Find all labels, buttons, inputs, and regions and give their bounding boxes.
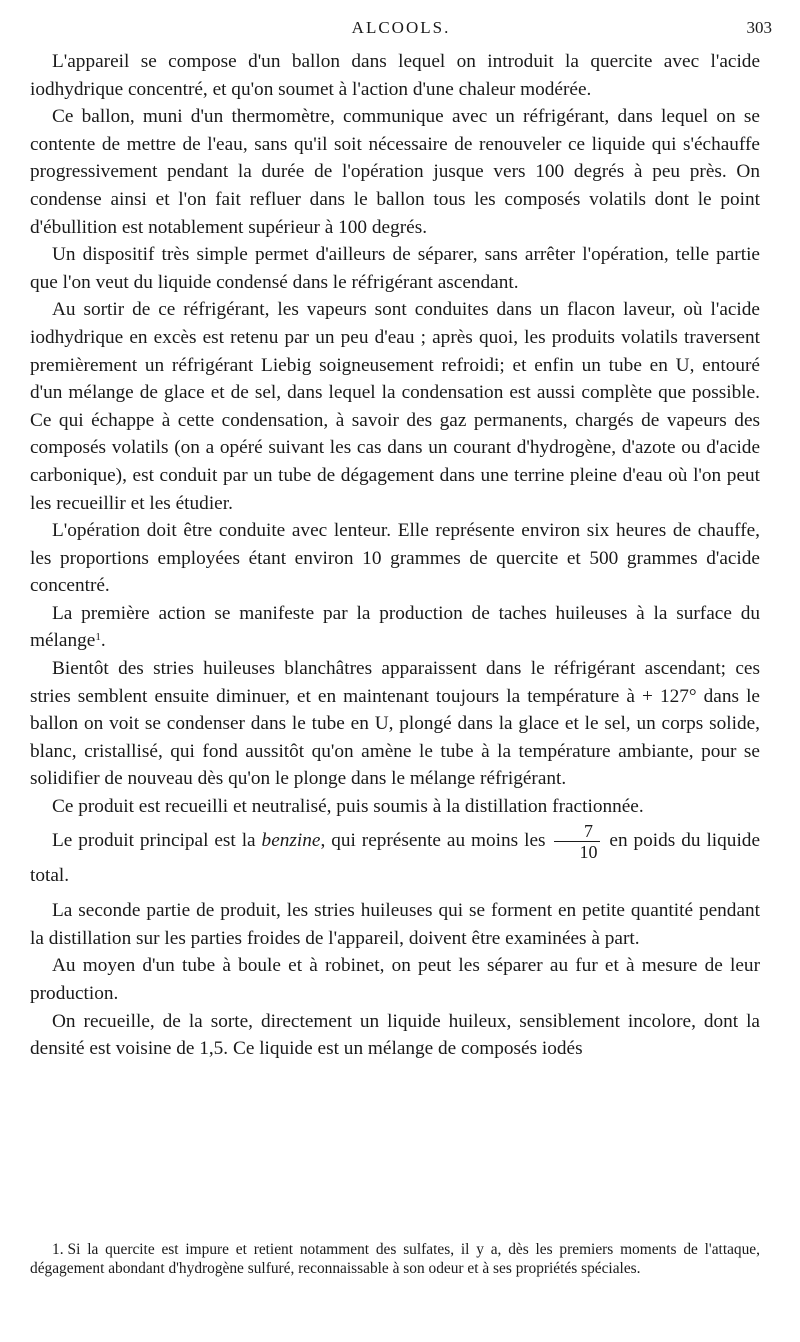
paragraph-3: Un dispositif très simple permet d'ailleurs de séparer, sans arrêter l'opération, telle partie que l'on veut du liquide condensé dans le réfrigérant ascendant. [30,244,760,293]
running-title: ALCOOLS. [351,18,451,37]
paragraph-2: Ce ballon, muni d'un thermomètre, communique avec un réfrigérant, dans lequel on se contente de mettre de l'eau, sans qu'il soit nécessaire de renouveler ce liquide qui s'échauffe progressivement pendant la durée de l'opération jusque vers 100 degrés à peu près. On condense ainsi et l'on fait refluer dans le ballon tous les composés volatils dont le point d'ébullition est notablement supérieur à 100 degrés. [30,106,760,238]
paragraph-11: Au moyen d'un tube à boule et à robinet, on peut les séparer au fur et à mesure de leur production. [30,955,760,1004]
page-number: 303 [746,18,772,37]
paragraph-9-end: en poids du liquide total. [30,829,760,886]
paragraph-9-middle: , qui représente au moins les [320,829,552,851]
footnote [30,1240,760,1278]
paragraph-8: Ce produit est recueilli et neutralisé, puis soumis à la distillation fractionnée. [52,796,644,818]
page-header [30,14,772,42]
paragraph-7: Bientôt des stries huileuses blanchâtres apparaissent dans le réfrigérant ascendant; ces stries semblent ensuite diminuer, et en maintenant toujours la température à + 127° dans le ballon on voit se condenser dans le tube en U, plongé dans la glace et le sel, un corps solide, blanc, cristallisé, qui fond aussitôt qu'on amène le tube à la température ambiante, pour se solidifier de nouveau dès qu'on le plonge dans le mélange réfrigérant. [30,658,760,790]
footnote-reference[interactable]: 1 [95,631,101,644]
fraction [554,821,600,862]
paragraph-4: Au sortir de ce réfrigérant, les vapeurs sont conduites dans un flacon laveur, où l'acide iodhydrique en excès est retenu par un peu d'eau ; après quoi, les produits volatils traversent premièrement un réfrigérant Liebig soigneusement refroidi; et enfin un tube en U, entouré d'un mélange de glace et de sel, dans lequel la condensation est aussi complète que possible. Ce qui échappe à cette condensation, à savoir des gaz permanents, chargés de vapeurs des composés volatils (on a opéré suivant les cas dans un courant d'hydrogène, d'azote ou d'acide carbonique), est conduit par un tube de dégagement dans une terrine pleine d'eau où l'on peut les recueillir et les étudier. [30,299,760,514]
body-text [30,48,760,1063]
paragraph-10: La seconde partie de produit, les stries huileuses qui se forment en petite quantité pendant la distillation sur les parties froides de l'appareil, doivent être examinées à part. [30,900,760,949]
paragraph-6-end: . [100,630,106,652]
paragraph-6-text: La première action se manifeste par la production de taches huileuses à la surface du mélange [30,602,760,652]
paragraph-9-start: Le produit principal est la [52,829,262,851]
paragraph-9 [30,821,760,890]
footnote-mark: 1. [52,1241,64,1258]
paragraph-1: L'appareil se compose d'un ballon dans lequel on introduit la quercite avec l'acide iodhydrique concentré, et qu'on soumet à l'action d'une chaleur modérée. [30,51,760,100]
term-benzine: benzine [261,829,321,851]
paragraph-12: On recueille, de la sorte, directement un liquide huileux, sensiblement incolore, dont la densité est voisine de 1,5. Ce liquide est un mélange de composés iodés [30,1010,760,1060]
paragraph-6 [30,600,760,655]
fraction-denominator: 10 [579,841,598,862]
footnote-text: Si la quercite est impure et retient notamment des sulfates, il y a, dès les premiers moments de l'attaque, dégagement abondant d'hydrogène sulfuré, reconnaissable à son odeur et à ses propriétés spéciales. [30,1241,760,1278]
fraction-numerator: 7 [554,821,600,842]
paragraph-5: L'opération doit être conduite avec lenteur. Elle représente environ six heures de chauffe, les proportions employées étant environ 10 grammes de quercite et 500 grammes d'acide concentré. [30,520,760,597]
